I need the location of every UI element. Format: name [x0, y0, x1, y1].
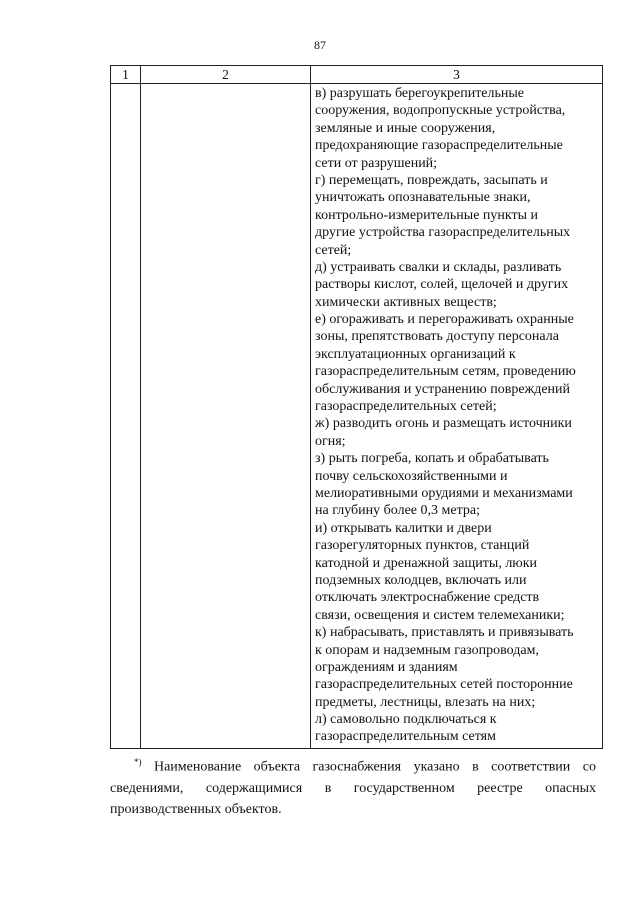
cell-text-line: эксплуатационных организаций к: [315, 346, 516, 362]
cell-text-line: отключать электроснабжение средств: [315, 590, 540, 606]
cell-text-line: уничтожать опознавательные знаки,: [315, 190, 531, 206]
table-row: [111, 84, 603, 749]
footnote-line-2: сведениями, содержащимися в государственном реестре опасных: [110, 780, 596, 796]
cell-text-line: сети от разрушений;: [315, 155, 438, 171]
footnote-line-3: производственных объектов.: [110, 801, 282, 817]
cell-text-line: г) перемещать, повреждать, засыпать и: [315, 172, 548, 188]
cell-text-line: газораспределительным сетям: [315, 729, 496, 745]
cell-text-line: газораспределительных сетей;: [315, 399, 497, 415]
cell-text-line: ж) разводить огонь и размещать источники: [315, 416, 572, 432]
column-header-1: 1: [111, 66, 141, 84]
cell-text-line: катодной и дренажной защиты, люки: [315, 555, 538, 571]
cell-text-line: контрольно-измерительные пункты и: [315, 207, 539, 223]
cell-text-line: на глубину более 0,3 метра;: [315, 503, 480, 519]
column-2-cell: [141, 84, 311, 749]
cell-text-line: сетей;: [315, 242, 352, 258]
table-header-row: [111, 66, 603, 84]
cell-text-line: ограждениям и зданиям: [315, 659, 458, 675]
footnote-marker: *): [134, 757, 142, 767]
cell-text-line: в) разрушать берегоукрепительные: [315, 86, 525, 101]
cell-text-line: предметы, лестницы, влезать на них;: [315, 694, 536, 710]
cell-text-line: и) открывать калитки и двери: [315, 520, 492, 536]
cell-text-line: подземных колодцев, включать или: [315, 572, 527, 588]
cell-text-line: газораспределительных сетей посторонние: [315, 677, 573, 693]
cell-text-line: почву сельскохозяйственными и: [315, 468, 508, 484]
column-1-cell: [111, 84, 141, 749]
cell-text-line: обслуживания и устранению повреждений: [315, 381, 571, 397]
cell-text-line: сооружения, водопропускные устройства,: [315, 103, 566, 119]
column-3-cell: [311, 84, 603, 749]
cell-text-line: земляные и иные сооружения,: [315, 120, 496, 136]
cell-text-line: газораспределительным сетям, проведению: [315, 364, 576, 380]
cell-text-line: газорегуляторных пунктов, станций: [315, 538, 530, 554]
cell-text-line: зоны, препятствовать доступу персонала: [315, 329, 559, 345]
footnote: [110, 752, 596, 820]
cell-text-line: д) устраивать свалки и склады, разливать: [315, 259, 562, 275]
page-number: 87: [314, 38, 326, 52]
requirements-table: [110, 65, 603, 749]
cell-text-line: связи, освещения и систем телемеханики;: [315, 607, 565, 623]
cell-text-line: другие устройства газораспределительных: [315, 225, 571, 241]
cell-text-line: е) огораживать и перегораживать охранные: [315, 312, 574, 328]
cell-text-line: з) рыть погреба, копать и обрабатывать: [315, 451, 549, 467]
cell-text-line: к) набрасывать, приставлять и привязывать: [315, 625, 574, 641]
cell-text-line: растворы кислот, солей, щелочей и других: [315, 277, 569, 293]
footnote-line-1-text: Наименование объекта газоснабжения указано в соответствии со: [153, 759, 596, 775]
cell-text-line: огня;: [315, 433, 346, 449]
column-header-3: 3: [311, 66, 603, 84]
cell-text-line: химически активных веществ;: [315, 294, 497, 310]
cell-text-line: предохраняющие газораспределительные: [315, 138, 563, 154]
cell-text-line: л) самовольно подключаться к: [315, 712, 497, 728]
footnote-line-1: [110, 752, 596, 778]
cell-text-line: мелиоративными орудиями и механизмами: [315, 485, 573, 501]
cell-text-line: к опорам и надземным газопроводам,: [315, 642, 539, 658]
column-header-2: 2: [141, 66, 311, 84]
